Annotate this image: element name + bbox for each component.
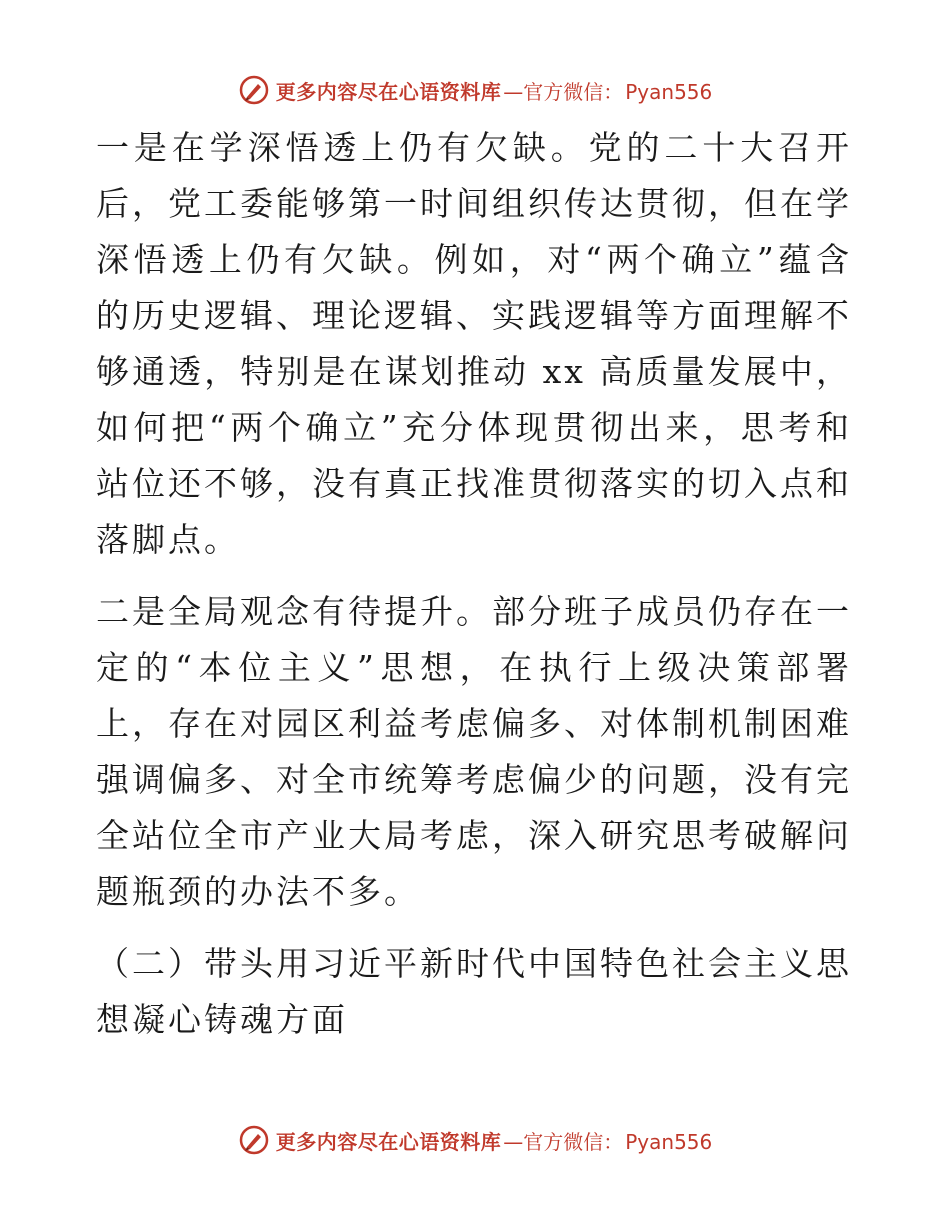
watermark-site-name: 更多内容尽在心语资料库 xyxy=(275,79,502,104)
document-body xyxy=(96,120,852,1064)
watermark-site-name: 更多内容尽在心语资料库 xyxy=(275,1129,502,1154)
watermark-wechat-id: Pyan556 xyxy=(625,1129,713,1154)
footer-watermark xyxy=(0,1120,950,1160)
paragraph-study: 一是在学深悟透上仍有欠缺。党的二十大召开后，党工委能够第一时间组织传达贯彻，但在学深悟透上仍有欠缺。例如，对“两个确立”蕴含的历史逻辑、理论逻辑、实践逻辑等方面理解不够通透，特别是在谋划推动 xx 高质量发展中，如何把“两个确立”充分体现贯彻出来，思考和站位还不够，没有真正找准贯彻落实的切入点和落脚点。 xyxy=(96,128,852,559)
header-watermark xyxy=(0,70,950,110)
watermark-official-label: —官方微信： xyxy=(503,1129,624,1154)
watermark-official-label: —官方微信： xyxy=(503,79,624,104)
pen-logo-icon xyxy=(238,74,270,106)
watermark-wechat-id: Pyan556 xyxy=(625,79,713,104)
paragraph-overall-view: 二是全局观念有待提升。部分班子成员仍存在一定的“本位主义”思想，在执行上级决策部署上，存在对园区利益考虑偏多、对体制机制困难强调偏多、对全市统筹考虑偏少的问题，没有完全站位全市产业大局考虑，深入研究思考破解问题瓶颈的办法不多。 xyxy=(96,592,852,911)
header-watermark-text xyxy=(276,76,713,105)
footer-watermark-text xyxy=(276,1126,713,1155)
pen-logo-icon xyxy=(238,1124,270,1156)
section-heading: （二）带头用习近平新时代中国特色社会主义思想凝心铸魂方面 xyxy=(96,944,852,1039)
